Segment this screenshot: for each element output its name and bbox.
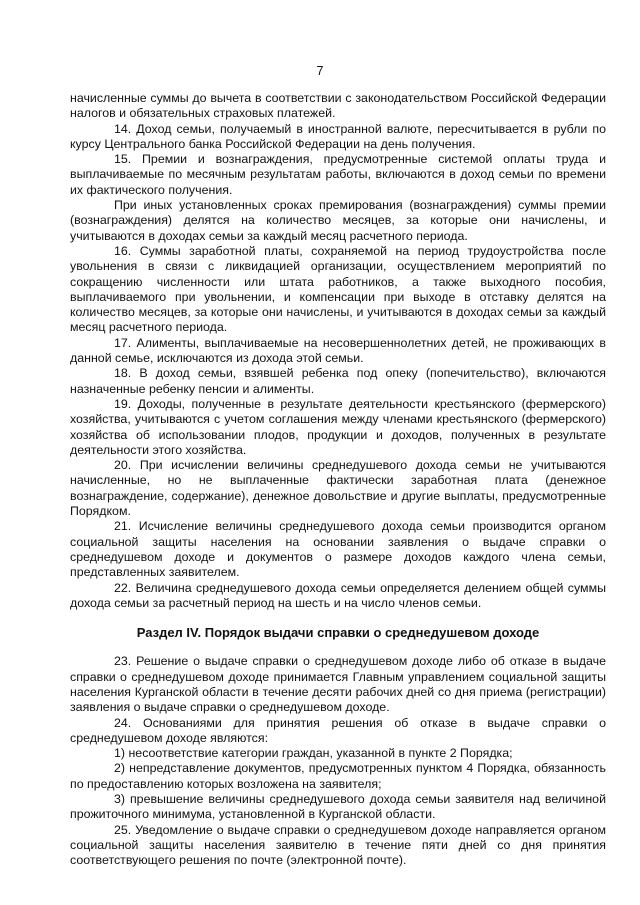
paragraph-14: 14. Доход семьи, получаемый в иностранной валюте, пересчитывается в рубли по курсу Центрального банка Российской Федерации на день получения. — [70, 121, 606, 151]
document-body — [70, 91, 606, 869]
paragraph-16: 16. Суммы заработной платы, сохраняемой на период трудоустройства после увольнения в связи с ликвидацией организации, осуществлением мероприятий по сокращению численности или штата работников, а также выходного пособия, выплачиваемого при увольнении, и компенсации при выходе в отставку делятся на количество месяцев, за которые они начислены, и учитываются в доходах семьи за каждый месяц расчетного периода. — [70, 243, 606, 335]
paragraph-25: 25. Уведомление о выдаче справки о среднедушевом доходе направляется органом социальной защиты населения заявителю в течение пяти дней со дня принятия соответствующего решения по почте (электронной почте). — [70, 822, 606, 868]
paragraph-15: 15. Премии и вознаграждения, предусмотренные системой оплаты труда и выплачиваемые по месячным результатам работы, включаются в доход семьи по времени их фактического получения. — [70, 152, 606, 197]
page-number: 7 — [316, 64, 324, 78]
paragraph-24-item-1: 1) несоответствие категории граждан, указанной в пункте 2 Порядка; — [114, 746, 513, 761]
paragraph-24-item-3: 3) превышение величины среднедушевого дохода семьи заявителя над величиной прожиточного минимума, установленной в Курганской области. — [70, 792, 606, 822]
section-heading: Раздел IV. Порядок выдачи справки о среднедушевом доходе — [136, 625, 540, 641]
paragraph-19: 19. Доходы, полученные в результате деятельности крестьянского (фермерского) хозяйства, учитываются с учетом соглашения между членами крестьянского (фермерского) хозяйства об использовании плодов, продукции и доходов, полученных в результате деятельности этого хозяйства. — [70, 396, 606, 457]
paragraph-continuation: начисленные суммы до вычета в соответствии с законодательством Российской Федерации налогов и обязательных страховых платежей. — [70, 91, 606, 121]
paragraph-24-item-2: 2) непредставление документов, предусмотренных пунктом 4 Порядка, обязанность по предоставлению которых возложена на заявителя; — [70, 761, 606, 791]
paragraph-21: 21. Исчисление величины среднедушевого дохода семьи производится органом социальной защиты населения на основании заявления о выдаче справки о среднедушевом доходе и документов о размере доходов каждого члена семьи, представленных заявителем. — [70, 519, 606, 580]
paragraph-18: 18. В доход семьи, взявшей ребенка под опеку (попечительство), включаются назначенные ребенку пенсии и алименты. — [70, 366, 606, 396]
paragraph-23: 23. Решение о выдаче справки о среднедушевом доходе либо об отказе в выдаче справки о среднедушевом доходе принимается Главным управлением социальной защиты населения Курганской области в течение десяти рабочих дней со дня приема (регистрации) заявления о выдаче справки о среднедушевом доходе. — [70, 654, 606, 715]
paragraph-20: 20. При исчислении величины среднедушевого дохода семьи не учитываются начисленные, но не выплаченные фактически заработная плата (денежное вознаграждение, содержание), денежное довольствие и другие выплаты, предусмотренные Порядком. — [70, 458, 606, 519]
paragraph-15-cont: При иных установленных сроках премирования (вознаграждения) суммы премии (вознаграждения) делятся на количество месяцев, за которые они начислены, и учитываются в доходах семьи за каждый месяц расчетного периода. — [70, 198, 606, 243]
paragraph-17: 17. Алименты, выплачиваемые на несовершеннолетних детей, не проживающих в данной семье, исключаются из дохода этой семьи. — [70, 335, 606, 366]
paragraph-24: 24. Основаниями для принятия решения об отказе в выдаче справки о среднедушевом доходе являются: — [70, 715, 606, 745]
paragraph-22: 22. Величина среднедушевого дохода семьи определяется делением общей суммы дохода семьи за расчетный период на шесть и на число членов семьи. — [70, 580, 606, 610]
